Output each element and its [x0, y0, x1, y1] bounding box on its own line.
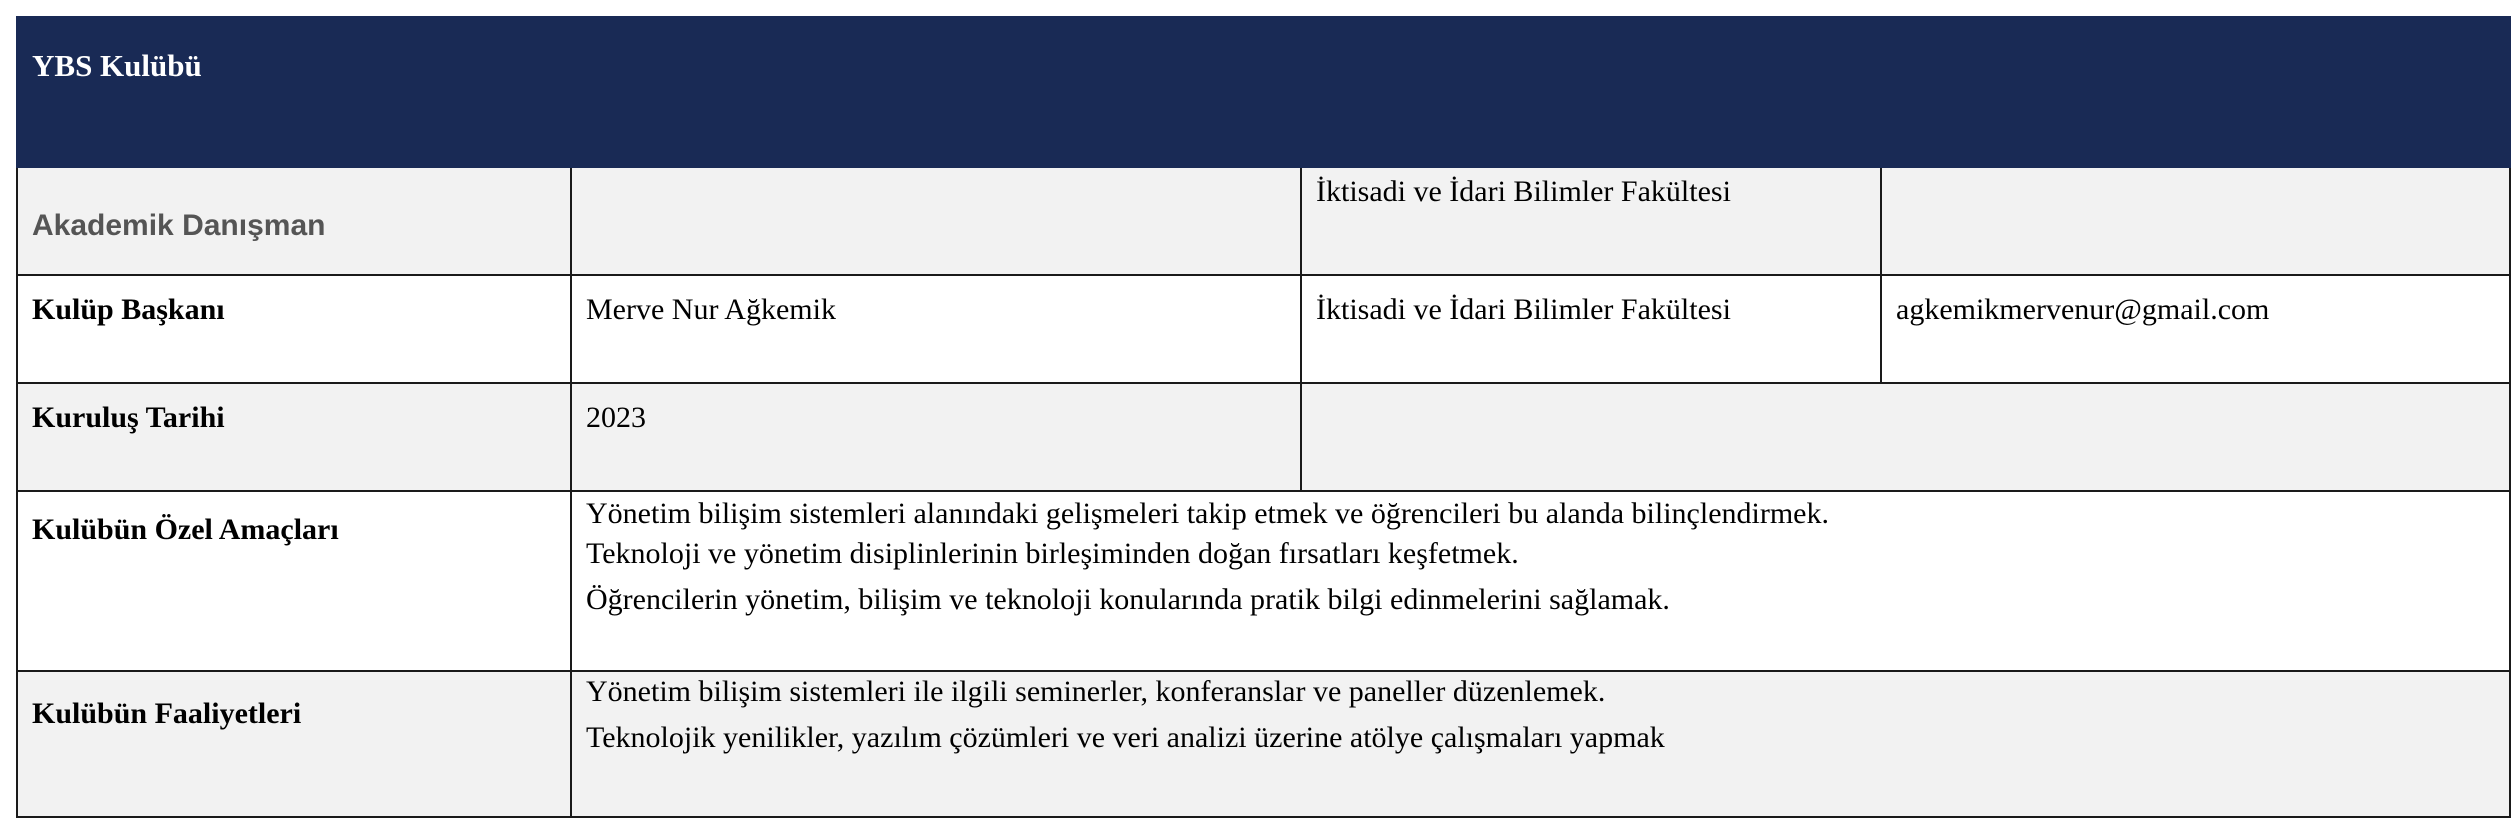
activities-row — [17, 671, 2510, 817]
advisor-label: Akademik Danışman — [17, 167, 571, 275]
title-row — [17, 17, 2510, 167]
aims-row — [17, 491, 2510, 671]
president-email: agkemikmervenur@gmail.com — [1881, 275, 2510, 383]
aims-content — [571, 491, 2510, 671]
president-row — [17, 275, 2510, 383]
president-label: Kulüp Başkanı — [17, 275, 571, 383]
activities-line: Yönetim bilişim sistemleri ile ilgili seminerler, konferanslar ve paneller düzenlemek. — [586, 675, 1606, 708]
activities-content — [571, 671, 2510, 817]
president-faculty: İktisadi ve İdari Bilimler Fakültesi — [1301, 275, 1881, 383]
advisor-name — [571, 167, 1301, 275]
aims-line: Yönetim bilişim sistemleri alanındaki gelişmeleri takip etmek ve öğrencileri bu alanda bilinçlendirmek. — [586, 497, 1829, 530]
aims-line: Teknoloji ve yönetim disiplinlerinin birleşiminden doğan fırsatları keşfetmek. — [586, 537, 1519, 570]
founded-label: Kuruluş Tarihi — [17, 383, 571, 491]
founded-row — [17, 383, 2510, 491]
club-title: YBS Kulübü — [17, 17, 2510, 167]
activities-label: Kulübün Faaliyetleri — [17, 671, 571, 817]
advisor-faculty: İktisadi ve İdari Bilimler Fakültesi — [1301, 167, 1881, 275]
activities-line: Teknolojik yenilikler, yazılım çözümleri ve veri analizi üzerine atölye çalışmaları yapmak — [586, 721, 1665, 754]
president-name: Merve Nur Ağkemik — [571, 275, 1301, 383]
club-info-table — [16, 16, 2511, 818]
aims-label: Kulübün Özel Amaçları — [17, 491, 571, 671]
founded-empty-cell — [1301, 383, 2510, 491]
aims-line: Öğrencilerin yönetim, bilişim ve teknoloji konularında pratik bilgi edinmelerini sağlamak. — [586, 583, 1670, 616]
advisor-email — [1881, 167, 2510, 275]
advisor-row — [17, 167, 2510, 275]
founded-value: 2023 — [571, 383, 1301, 491]
